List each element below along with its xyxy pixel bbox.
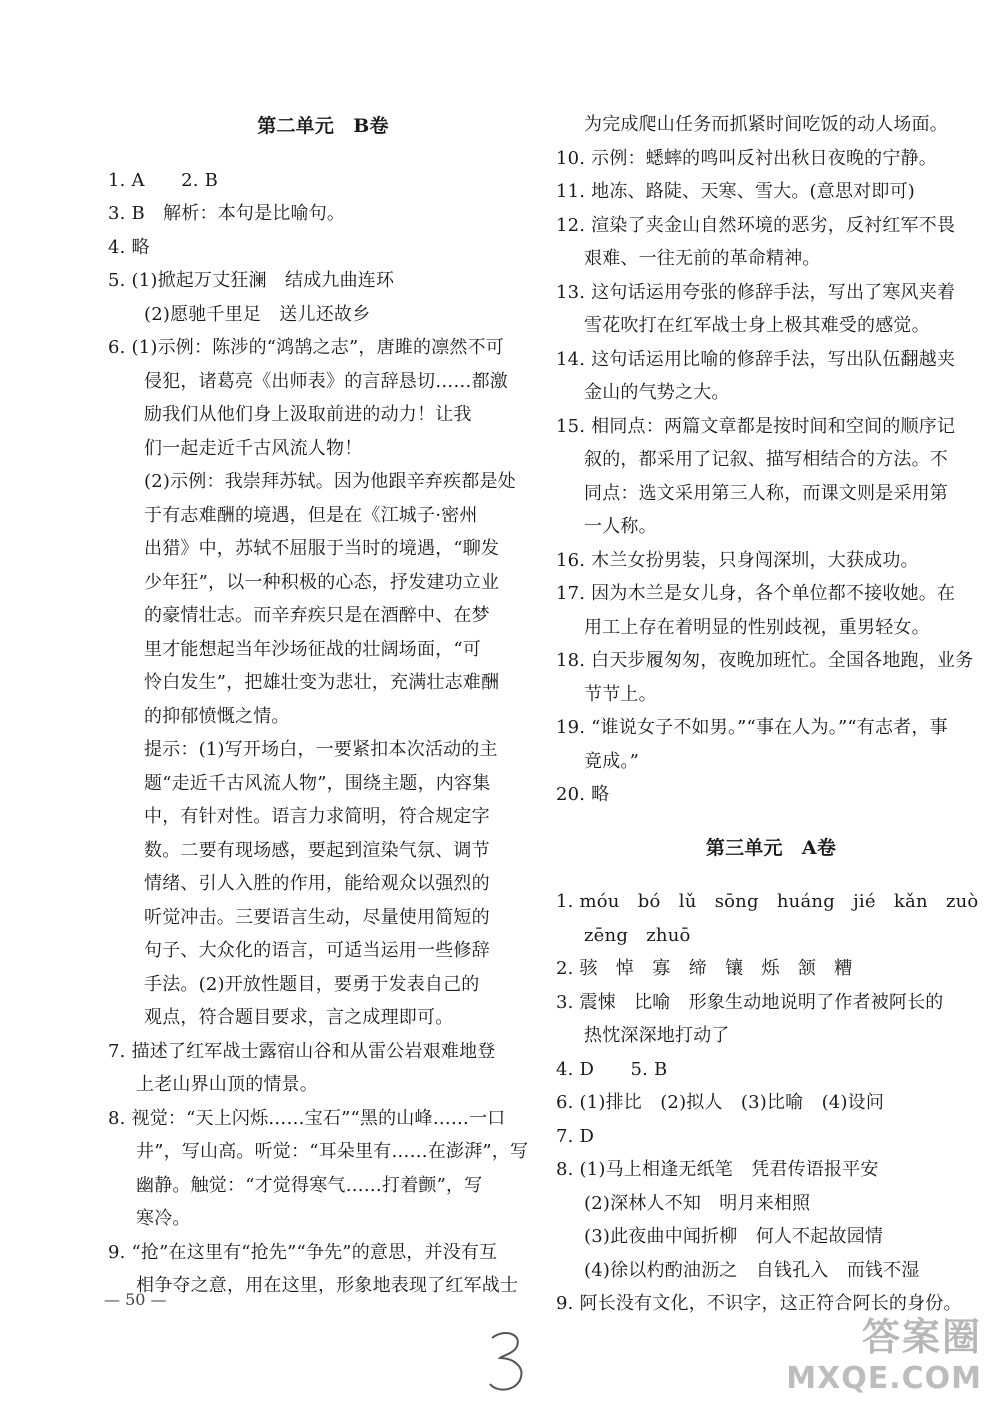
answer-line: 节节上。 <box>584 683 657 705</box>
answer-line: 17. 因为木兰是女儿身，各个单位都不接收她。在 <box>556 583 956 604</box>
answer-line: (2)示例：我崇拜苏轼。因为他跟辛弃疾都是处 <box>144 471 516 492</box>
answer-line: 竟成。” <box>584 750 640 772</box>
answer-line: 一人称。 <box>584 516 657 537</box>
answer-line: 手法。(2)开放性题目，要勇于发表自己的 <box>144 973 480 995</box>
answer-line: 10. 示例：蟋蟀的鸣叫反衬出秋日夜晚的宁静。 <box>556 147 937 169</box>
answer-line: 5. (1)掀起万丈狂澜 结成九曲连环 <box>108 270 395 291</box>
answer-line: 8. 视觉：“天上闪烁……宝石”“黑的山峰……一口 <box>108 1107 506 1129</box>
answer-line: 3. 震悚 比喻 形象生动地说明了作者被阿长的 <box>556 991 944 1013</box>
answer-line: 9. “抢”在这里有“抢先”“争先”的意思，并没有互 <box>108 1241 498 1263</box>
answer-line: 情绪、引人入胜的作用，能给观众以强烈的 <box>144 873 490 894</box>
answer-line: 出猎》中，苏轼不屈服于当时的境遇，“聊发 <box>144 538 500 559</box>
answer-line: 12. 渲染了夹金山自然环境的恶劣，反衬红军不畏 <box>556 214 956 236</box>
answer-line: 相争夺之意，用在这里，形象地表现了红军战士 <box>136 1275 519 1296</box>
answer-line: 雪花吹打在红军战士身上极其难受的感觉。 <box>584 315 930 336</box>
answer-line: 为完成爬山任务而抓紧时间吃饭的动人场面。 <box>584 114 948 135</box>
answer-line: 20. 略 <box>556 784 610 805</box>
answer-line: (3)此夜曲中闻折柳 何人不起故园情 <box>584 1226 884 1247</box>
answer-line: 4. 略 <box>108 236 150 258</box>
answer-line: 热忱深深地打动了 <box>584 1025 730 1046</box>
answer-line: 于有志难酬的境遇，但是在《江城子·密州 <box>144 504 478 526</box>
right-column <box>556 108 986 1321</box>
answer-line: 幽静。触觉：“才觉得寒气……打着颤”，写 <box>136 1174 483 1196</box>
answer-line: 2. 骇 悼 寡 缔 镶 烁 颔 糟 <box>556 958 853 979</box>
answer-line: 励我们从他们身上汲取前进的动力！让我 <box>144 404 472 425</box>
answer-line: 提示：(1)写开场白，一要紧扣本次活动的主 <box>144 739 498 760</box>
answer-line: 观点，符合题目要求，言之成理即可。 <box>144 1007 454 1028</box>
answer-line: 6. (1)排比 (2)拟人 (3)比喻 (4)设问 <box>556 1092 885 1113</box>
answer-line: 7. 描述了红军战士露宿山谷和从雷公岩艰难地登 <box>108 1040 496 1062</box>
answer-line: 侵犯，诸葛亮《出师表》的言辞恳切……都激 <box>144 370 508 392</box>
watermark-url: MXQE.COM <box>786 1361 982 1396</box>
answer-line: 的抑郁愤慨之情。 <box>144 705 290 727</box>
answer-line: 1. A 2. B <box>108 169 219 191</box>
answer-line: 16. 木兰女扮男装，只身闯深圳，大获成功。 <box>556 549 919 571</box>
answer-line: 怜白发生”，把雄壮变为悲壮，充满壮志难酬 <box>144 672 500 693</box>
answer-line: 艰难、一往无前的革命精神。 <box>584 248 821 269</box>
answer-line: 6. (1)示例：陈涉的“鸿鹄之志”，唐雎的凛然不可 <box>108 337 504 358</box>
answer-line: 3. B 解析：本句是比喻句。 <box>108 203 346 224</box>
watermark <box>786 1306 982 1396</box>
answer-line: 18. 白天步履匆匆，夜晚加班忙。全国各地跑，业务 <box>556 650 974 671</box>
answer-line: 金山的气势之大。 <box>584 382 730 403</box>
answer-line: 少年狂”，以一种积极的心态，抒发建功立业 <box>144 571 500 593</box>
answer-line: 15. 相同点：两篇文章都是按时间和空间的顺序记 <box>556 415 956 437</box>
answer-line: 井”，写山高。听觉：“耳朵里有……在澎湃”，写 <box>136 1141 529 1162</box>
handwritten-mark <box>486 1330 530 1396</box>
answer-line: 听觉冲击。三要语言生动，尽量使用简短的 <box>144 906 490 928</box>
answer-line: 们一起走近千古风流人物！ <box>144 437 363 459</box>
answer-line: zēng zhuō <box>584 924 691 946</box>
answer-line: 里才能想起当年沙场征战的壮阔场面，“可 <box>144 638 482 660</box>
section-heading: 第二单元 B卷 <box>257 115 389 137</box>
answer-line: 叙的，都采用了记叙、描写相结合的方法。不 <box>584 449 948 470</box>
spacer <box>556 812 986 832</box>
answer-line: 用工上存在着明显的性别歧视，重男轻女。 <box>584 616 930 638</box>
answer-line: (4)徐以杓酌油沥之 自钱孔入 而钱不湿 <box>584 1259 920 1281</box>
answer-line: 9. 阿长没有文化，不识字，这正符合阿长的身份。 <box>556 1293 962 1314</box>
spacer <box>108 144 538 164</box>
answer-line: 14. 这句话运用比喻的修辞手法，写出队伍翻越夹 <box>556 348 956 370</box>
answer-line: 寒冷。 <box>136 1208 191 1229</box>
left-column <box>108 110 538 1303</box>
answer-line: 1. móu bó lǔ sōng huáng jié kǎn zuò <box>556 891 979 912</box>
answer-line: 11. 地冻、路陡、天寒、雪大。(意思对即可) <box>556 181 915 202</box>
answer-line: 19. “谁说女子不如男。”“事在人为。”“有志者，事 <box>556 717 948 738</box>
answer-line: (2)深林人不知 明月来相照 <box>584 1192 811 1214</box>
answer-line: 上老山界山顶的情景。 <box>136 1074 318 1095</box>
answer-line: 7. D <box>556 1125 595 1147</box>
watermark-logo-text: 答案圈 <box>861 1315 982 1359</box>
answer-line: 13. 这句话运用夸张的修辞手法，写出了寒风夹着 <box>556 281 956 303</box>
answer-line: 句子、大众化的语言，可适当运用一些修辞 <box>144 940 490 961</box>
page-number: — 50 — <box>104 1290 167 1309</box>
spacer <box>556 865 986 885</box>
answer-line: (2)愿驰千里足 送儿还故乡 <box>144 303 371 325</box>
answer-line: 的豪情壮志。而辛弃疾只是在酒醉中、在梦 <box>144 605 490 626</box>
answer-line: 数。二要有现场感，要起到渲染气氛、调节 <box>144 839 490 861</box>
answer-line: 中，有针对性。语言力求简明，符合规定字 <box>144 806 490 827</box>
section-heading: 第三单元 A卷 <box>705 836 837 859</box>
answer-line: 题“走近千古风流人物”，围绕主题，内容集 <box>144 772 491 794</box>
answer-line: 同点：选文采用第三人称，而课文则是采用第 <box>584 482 948 504</box>
answer-line: 8. (1)马上相逢无纸笔 凭君传语报平安 <box>556 1159 879 1180</box>
answer-line: 4. D 5. B <box>556 1058 668 1080</box>
